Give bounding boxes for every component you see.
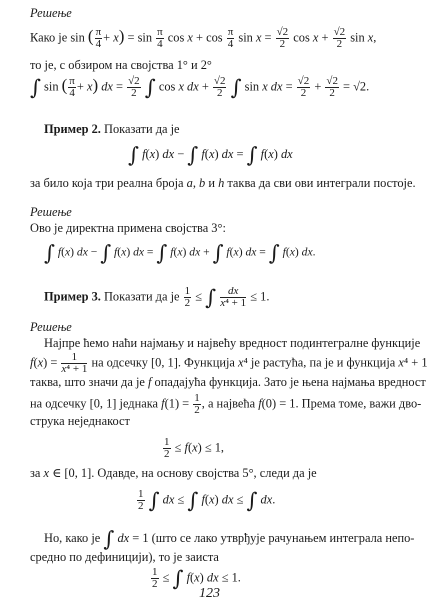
- text-line: Ово је директна примена својства 3°:: [30, 221, 226, 235]
- solution-heading: Решење: [30, 205, 72, 219]
- example-2-line: [44, 122, 180, 137]
- text-line: средно по дефиницији), то је заиста: [30, 550, 219, 564]
- text-line: таква, што значи да је f опадајућа функција. Зато је њена најмања вредност: [30, 375, 426, 389]
- example-label: Пример 2.: [44, 122, 101, 136]
- example-text: Показати да је: [104, 122, 180, 136]
- formula-display: $\frac{1}{2}$ ∫ dx ≤ ∫ f(x) dx ≤ ∫ dx.: [138, 488, 276, 513]
- text-line: Како је sin ( $\frac{\pi}{4}$ + x) = sin $\frac{\pi}{4}$ cos x + cos $\frac{\pi}{4}$ sin x = $\frac{√2}{2}$ cos x + $\frac{√2}{2}$ sin x,: [30, 26, 377, 50]
- text-line: за x ∈ [0, 1]. Одавде, на основу својства 5°, следи да је: [30, 466, 317, 480]
- solution-heading: Решење: [30, 6, 72, 20]
- example-label: Пример 3.: [44, 289, 101, 304]
- formula-line: ∫ sin ( $\frac{\pi}{4}$ + x) dx = $\frac{√2}{2}$ ∫ cos x dx + $\frac{√2}{2}$ ∫ sin x dx = $\frac{√2}{2}$ + $\frac{√2}{2}$ = √2.: [30, 75, 370, 100]
- text-line: струка неједнакост: [30, 414, 130, 428]
- example-3-line: Пример 3. Показати да је $\frac{1}{2}$ ≤ ∫ $\frac{dx}{\text{x⁴ + 1}}$ ≤ 1.: [44, 285, 270, 310]
- text-line: то је, с обзиром на својства 1° и 2°: [30, 58, 212, 72]
- page-number: 123: [199, 586, 220, 601]
- text-line: Најпре ћемо наћи најмању и највећу вредност подинтегралне функције: [44, 336, 421, 350]
- formula-display: $\frac{1}{2}$ ≤ f(x) ≤ 1,: [164, 436, 225, 460]
- text-line: на одсечку [0, 1] једнака f(1) = $\frac{1}{2}$ , а највећа f(0) = 1. Према томе, важи дво-: [30, 392, 422, 416]
- text-line: f(x) = $\frac{1}{\text{x⁴ + 1}}$ на одсечку [0, 1]. Функција x⁴ је растућа, па је и функција x⁴ + 1: [30, 351, 428, 375]
- text-line: за било која три реална броја a, b и h таква да сви ови интеграли постоје.: [30, 176, 416, 190]
- formula-display: ∫ f(x) dx − ∫ f(x) dx = ∫ f(x) dx: [128, 143, 293, 167]
- solution-heading: Решење: [30, 320, 72, 334]
- text-line: Но, како је ∫ dx = 1 (што се лако утврђује рачунањем интеграла непо-: [44, 527, 415, 551]
- formula-display: $\frac{1}{2}$ ≤ ∫ f(x) dx ≤ 1.: [152, 566, 241, 591]
- formula-display: ∫ f(x) dx − ∫ f(x) dx = ∫ f(x) dx + ∫ f(x) dx = ∫ f(x) dx.: [44, 241, 316, 265]
